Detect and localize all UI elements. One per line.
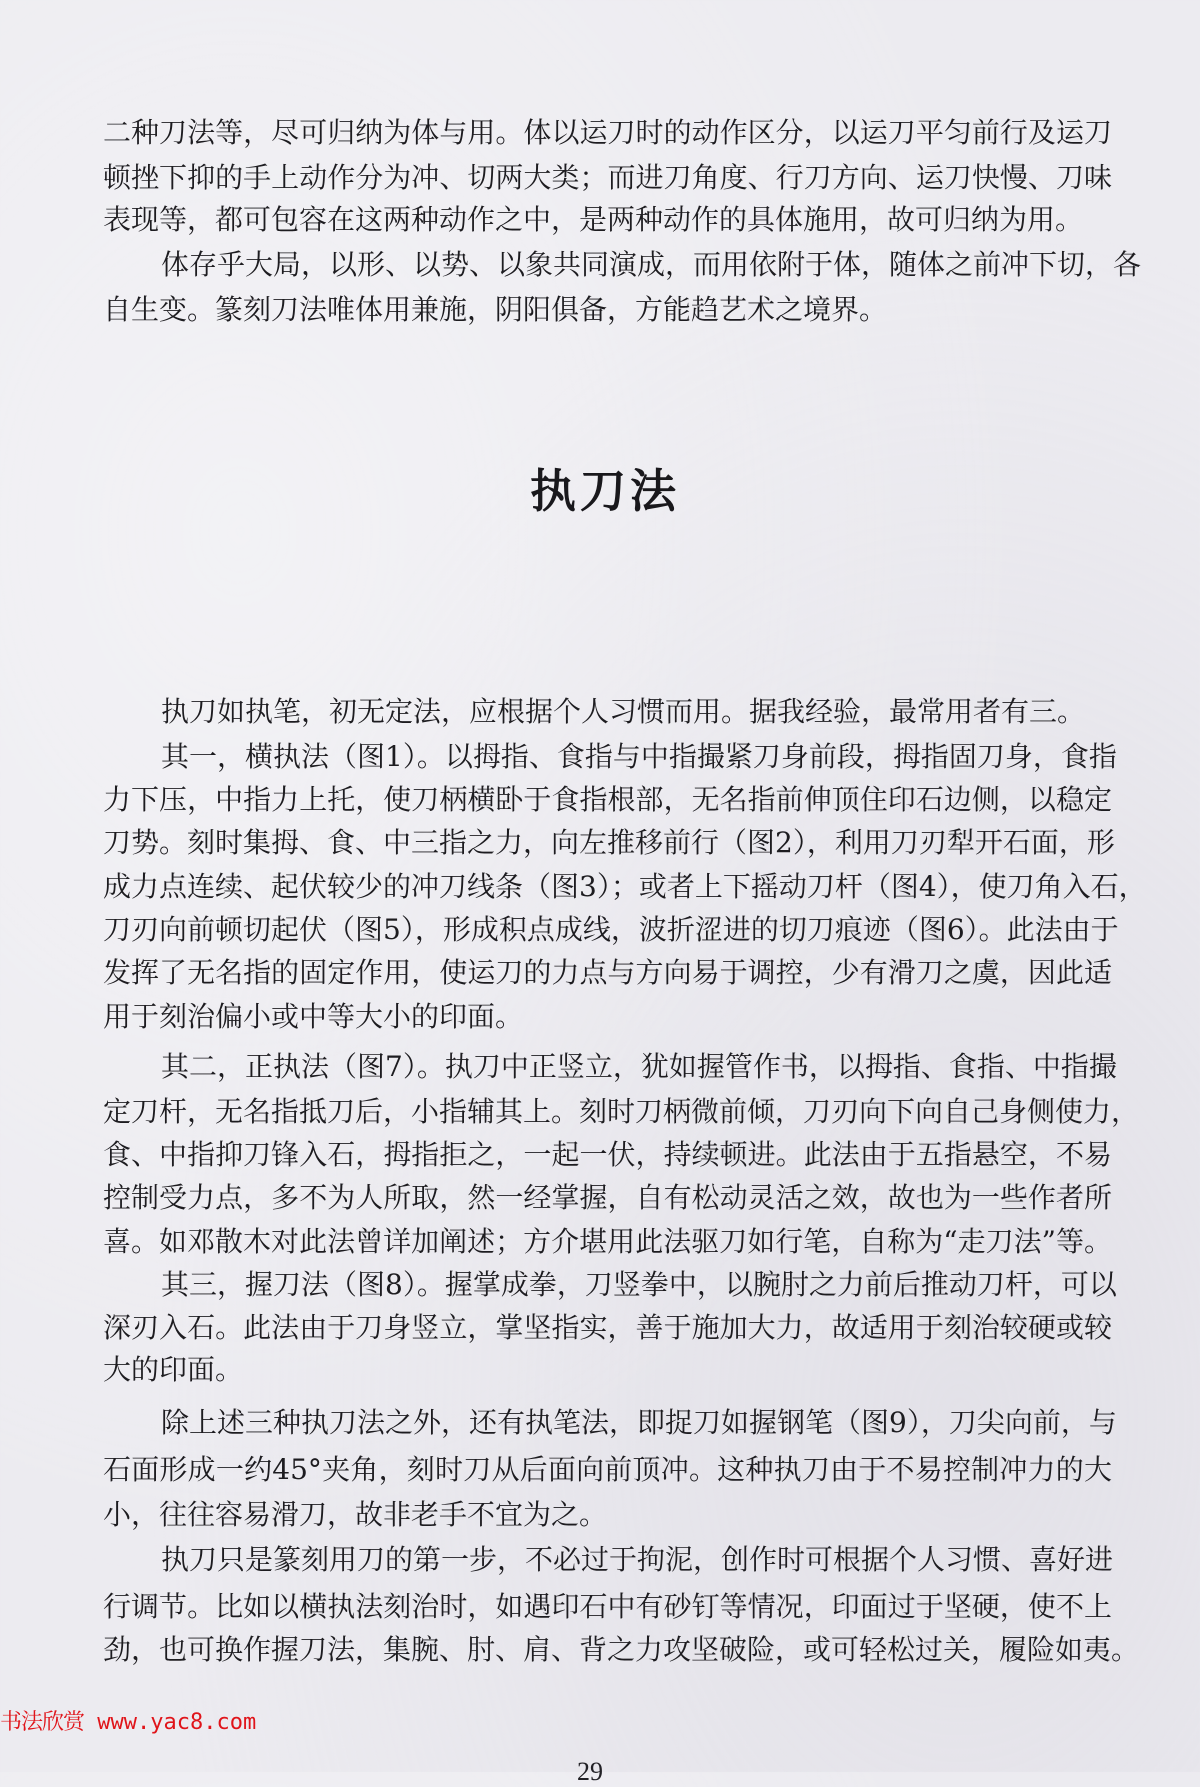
watermark-label: 书法欣赏 (0, 1710, 85, 1735)
body-p3-line-3: 食、中指抑刀锋入石，拇指拒之，一起一伏，持续顿进。此法由于五指悬空，不易 (103, 1138, 1112, 1171)
page-number: 29 (577, 1757, 603, 1786)
section-title: 执刀法 (530, 464, 680, 518)
body-p4-line-3: 大的印面。 (103, 1353, 244, 1386)
intro-p2-line-2: 自生变。篆刻刀法唯体用兼施，阴阳俱备，方能趋艺术之境界。 (103, 293, 888, 326)
body-p4-line-1: 其三，握刀法（图8）。握掌成拳，刀竖拳中，以腕肘之力前后推动刀杆，可以 (161, 1268, 1117, 1301)
body-p5-line-2: 石面形成一约45°夹角，刻时刀从后面向前顶冲。这种执刀由于不易控制冲力的大 (103, 1453, 1112, 1486)
body-p2-line-1: 其一，横执法（图1）。以拇指、食指与中指撮紧刀身前段，拇指固刀身，食指 (161, 740, 1117, 773)
intro-p2-line-1: 体存乎大局，以形、以势、以象共同演成，而用依附于体，随体之前冲下切，各 (161, 248, 1142, 281)
body-p2-line-3: 刀势。刻时集拇、食、中三指之力，向左推移前行（图2），利用刀刃犁开石面，形 (103, 826, 1115, 859)
body-p3-line-5: 喜。如邓散木对此法曾详加阐述；方介堪用此法驱刀如行笔，自称为“走刀法”等。 (103, 1225, 1112, 1258)
body-p3-line-1: 其二，正执法（图7）。执刀中正竖立，犹如握管作书，以拇指、食指、中指撮 (161, 1050, 1117, 1083)
body-p5-line-3: 小，往往容易滑刀，故非老手不宜为之。 (103, 1498, 608, 1531)
intro-p1-line-3: 表现等，都可包容在这两种动作之中，是两种动作的具体施用，故可归纳为用。 (103, 203, 1084, 236)
body-p2-line-7: 用于刻治偏小或中等大小的印面。 (103, 1000, 524, 1033)
body-p2-line-5: 刀刃向前顿切起伏（图5），形成积点成线，波折涩进的切刀痕迹（图6）。此法由于 (103, 913, 1119, 946)
body-p6-line-1: 执刀只是篆刻用刀的第一步，不必过于拘泥，创作时可根据个人习惯、喜好进 (161, 1543, 1114, 1576)
body-p2-line-4: 成力点连续、起伏较少的冲刀线条（图3）；或者上下摇动刀杆（图4），使刀角入石， (103, 870, 1147, 903)
body-p2-line-2: 力下压，中指力上托，使刀柄横卧于食指根部，无名指前伸顶住印石边侧，以稳定 (103, 783, 1112, 816)
body-p6-line-2: 行调节。比如以横执法刻治时，如遇印石中有砂钉等情况，印面过于坚硬，使不上 (103, 1590, 1112, 1623)
body-p4-line-2: 深刃入石。此法由于刀身竖立，掌坚指实，善于施加大力，故适用于刻治较硬或较 (103, 1311, 1112, 1344)
site-watermark[interactable] (0, 1708, 256, 1738)
body-p1-line-1: 执刀如执笔，初无定法，应根据个人习惯而用。据我经验，最常用者有三。 (161, 695, 1086, 728)
body-p2-line-6: 发挥了无名指的固定作用，使运刀的力点与方向易于调控，少有滑刀之虞，因此适 (103, 956, 1112, 989)
body-p3-line-2: 定刀杆，无名指抵刀后，小指辅其上。刻时刀柄微前倾，刀刃向下向自己身侧使力， (103, 1095, 1140, 1128)
body-p6-line-3: 劲，也可换作握刀法，集腕、肘、肩、背之力攻坚破险，或可轻松过关，履险如夷。 (103, 1633, 1140, 1666)
intro-p1-line-1: 二种刀法等，尽可归纳为体与用。体以运刀时的动作区分，以运刀平匀前行及运刀 (103, 116, 1112, 149)
body-p3-line-4: 控制受力点，多不为人所取，然一经掌握，自有松动灵活之效，故也为一些作者所 (103, 1181, 1112, 1214)
body-p5-line-1: 除上述三种执刀法之外，还有执笔法，即捉刀如握钢笔（图9），刀尖向前，与 (161, 1406, 1117, 1439)
watermark-url[interactable]: www.yac8.com (97, 1710, 257, 1735)
intro-p1-line-2: 顿挫下抑的手上动作分为冲、切两大类；而进刀角度、行刀方向、运刀快慢、刀味 (103, 161, 1112, 194)
